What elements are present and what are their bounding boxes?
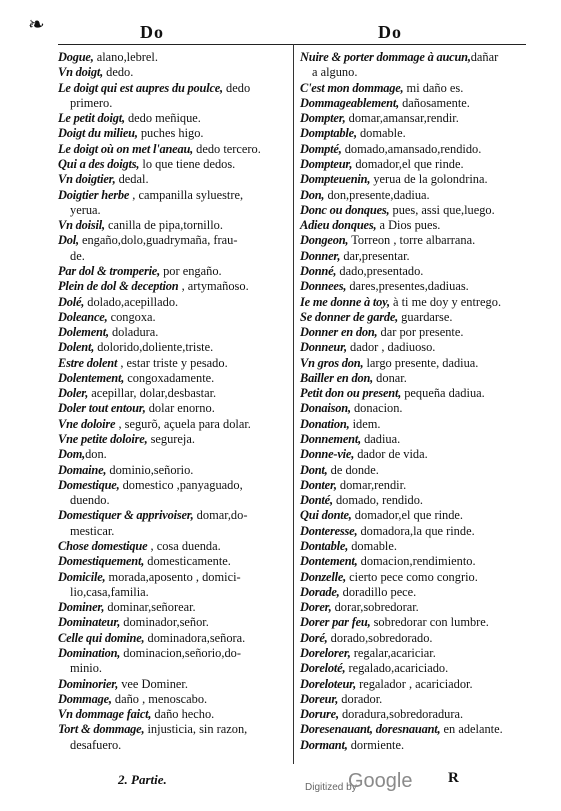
dictionary-entry: [300, 539, 524, 554]
dictionary-entry: [58, 81, 290, 96]
dictionary-entry: [58, 631, 290, 646]
dictionary-entry: [300, 218, 524, 233]
entry-definition: a alguno.: [312, 65, 358, 80]
entry-headword: Domination,: [58, 645, 121, 660]
entry-definition: lo que tiene dedos.: [139, 156, 236, 171]
dictionary-entry: [58, 111, 290, 126]
entry-definition: dominador,señor.: [120, 615, 209, 630]
dictionary-entry: [58, 356, 290, 371]
dictionary-entry: [58, 340, 290, 355]
entry-definition: dadiua.: [361, 432, 401, 447]
dictionary-entry: [300, 493, 524, 508]
entry-headword: Dorer,: [300, 600, 332, 615]
entry-headword: Donter,: [300, 477, 337, 492]
entry-definition: domadora,la que rinde.: [357, 523, 475, 538]
entry-headword: Vn doisil,: [58, 218, 105, 233]
entry-headword: Donné,: [300, 263, 337, 278]
entry-definition: por engaño.: [160, 263, 222, 278]
entry-headword: Donté,: [300, 493, 333, 508]
dictionary-entry: [58, 463, 290, 478]
entry-definition: dominio,señorio.: [106, 462, 194, 477]
entry-definition: domable.: [356, 126, 406, 141]
entry-headword: Nuire & porter dommage à aucun,: [300, 50, 471, 64]
entry-headword: Le doigt qui est aupres du poulce,: [58, 80, 223, 95]
dictionary-entry: [300, 295, 524, 310]
entry-headword: Donne-vie,: [300, 447, 355, 462]
dictionary-entry: [58, 218, 290, 233]
entry-headword: Adieu donques,: [300, 218, 377, 233]
dictionary-entry: [300, 738, 524, 753]
entry-definition: canilla de pipa,tornillo.: [104, 218, 223, 233]
entry-definition: don,presente,dadiua.: [324, 187, 430, 202]
entry-definition: dar por presente.: [377, 325, 464, 340]
dictionary-entry: [58, 539, 290, 554]
entry-definition: domado,amansado,rendido.: [341, 141, 482, 156]
entry-definition: dador , dadiuoso.: [346, 340, 436, 355]
entry-headword: Dolé,: [58, 294, 85, 309]
entry-definition: vee Dominer.: [118, 676, 188, 691]
google-watermark: Google: [348, 770, 413, 792]
entry-definition: primero.: [70, 95, 113, 110]
dictionary-entry: [58, 126, 290, 141]
dictionary-entry: [300, 96, 524, 111]
entry-definition: , estar triste y pesado.: [117, 355, 228, 370]
running-head-right: Do: [378, 22, 402, 42]
dictionary-entry: [300, 692, 524, 707]
entry-definition: dorado,sobredorado.: [327, 630, 433, 645]
entry-definition: desafuero.: [70, 737, 122, 752]
dictionary-entry: [58, 600, 290, 615]
corner-mark: ❧: [28, 14, 45, 36]
entry-headword: Ie me donne à toy,: [300, 294, 390, 309]
entry-definition: , cosa duenda.: [147, 539, 221, 553]
entry-definition: dañosamente.: [399, 95, 470, 110]
dictionary-entry: [58, 386, 290, 401]
dictionary-entry: [300, 249, 524, 264]
entry-headword: Par dol & tromperie,: [58, 263, 161, 278]
dictionary-entry: [300, 203, 524, 218]
entry-definition: yerua de la golondrina.: [370, 172, 488, 187]
dictionary-entry: [58, 401, 290, 416]
entry-headword: Doigt du milieu,: [58, 126, 138, 141]
entry-definition: domesticamente.: [144, 554, 231, 569]
entry-definition: dador de vida.: [354, 447, 428, 462]
dictionary-entry: [58, 478, 290, 493]
entry-headword: Domaine,: [58, 462, 107, 477]
dictionary-entry: [300, 279, 524, 294]
entry-headword: Dommageablement,: [300, 95, 400, 110]
dictionary-entry: [58, 554, 290, 569]
entry-headword: Domestiquer & apprivoiser,: [58, 508, 194, 523]
entry-headword: Dorelorer,: [300, 645, 351, 660]
entry-headword: Dompteuenin,: [300, 172, 371, 187]
dictionary-entry: [58, 325, 290, 340]
dictionary-entry: [300, 478, 524, 493]
entry-headword: Petit don ou present,: [300, 386, 402, 401]
entry-definition: dedal.: [115, 172, 149, 187]
entry-headword: Dorer par feu,: [300, 615, 371, 630]
dictionary-entry: [300, 50, 524, 65]
entry-definition: daño hecho.: [151, 707, 215, 722]
entry-headword: Donner en don,: [300, 325, 378, 340]
entry-headword: Dominer,: [58, 600, 105, 615]
entry-definition: domador,el que rinde.: [352, 156, 464, 171]
entry-headword: Doré,: [300, 630, 328, 645]
entry-definition: injusticia, sin razon,: [144, 722, 248, 737]
left-column: [58, 50, 290, 753]
entry-headword: Doreur,: [300, 691, 339, 706]
entry-definition: lio,casa,familia.: [70, 584, 149, 599]
dictionary-entry: [58, 295, 290, 310]
entry-headword: Dompter,: [300, 111, 346, 126]
entry-headword: Bailler en don,: [300, 370, 374, 385]
entry-definition: domar,rendir.: [336, 477, 407, 492]
entry-headword: Donneur,: [300, 340, 347, 355]
dictionary-entry: [300, 646, 524, 661]
entry-headword: Domptable,: [300, 126, 357, 141]
dictionary-entry: [58, 722, 290, 737]
entry-headword: Dorure,: [300, 707, 339, 722]
entry-definition: dolado,acepillado.: [84, 294, 179, 309]
entry-headword: Doler,: [58, 386, 89, 401]
entry-headword: Dolentement,: [58, 370, 125, 385]
dictionary-entry: [300, 524, 524, 539]
entry-definition: domado, rendido.: [332, 493, 424, 508]
dictionary-entry: [58, 585, 290, 600]
entry-definition: daño , menoscabo.: [111, 691, 208, 706]
entry-headword: Dogue,: [58, 50, 94, 64]
dictionary-entry: [300, 264, 524, 279]
entry-definition: regalar,acariciar.: [350, 645, 436, 660]
dictionary-entry: [300, 340, 524, 355]
dictionary-entry: [58, 524, 290, 539]
dictionary-entry: [58, 371, 290, 386]
entry-headword: Dolement,: [58, 325, 109, 340]
dictionary-entry: [58, 707, 290, 722]
entry-headword: Dolent,: [58, 340, 95, 355]
entry-definition: minio.: [70, 661, 103, 676]
dictionary-entry: [58, 188, 290, 203]
dictionary-entry: [300, 417, 524, 432]
entry-definition: , artymañoso.: [178, 279, 249, 294]
dictionary-entry: [300, 81, 524, 96]
entry-definition: dormiente.: [347, 737, 405, 752]
digitized-label: Digitized by: [305, 782, 357, 793]
entry-headword: Vn gros don,: [300, 355, 364, 370]
dictionary-entry: [300, 554, 524, 569]
dictionary-entry: [58, 508, 290, 523]
dictionary-entry: [300, 447, 524, 462]
entry-definition: doradillo pece.: [339, 584, 417, 599]
dictionary-entry: [58, 233, 290, 248]
dictionary-entry: [300, 188, 524, 203]
entry-definition: mesticar.: [70, 523, 115, 538]
dictionary-entry: [58, 310, 290, 325]
entry-headword: Donnees,: [300, 279, 347, 294]
header-rule: [58, 44, 526, 45]
dictionary-entry: [58, 417, 290, 432]
entry-headword: Doreloté,: [300, 661, 346, 676]
entry-definition: yerua.: [70, 202, 101, 217]
running-head-left: Do: [140, 22, 164, 42]
dictionary-entry: [300, 600, 524, 615]
entry-headword: Dontement,: [300, 554, 358, 569]
entry-headword: Domicile,: [58, 569, 106, 584]
entry-headword: Qui donte,: [300, 508, 352, 523]
entry-definition: doladura.: [108, 325, 159, 340]
entry-definition: segureja.: [147, 432, 195, 447]
entry-definition: donar.: [373, 370, 407, 385]
entry-headword: Donc ou donques,: [300, 202, 390, 217]
dictionary-entry: [58, 172, 290, 187]
entry-headword: Vn doigt,: [58, 65, 104, 80]
dictionary-entry: [58, 646, 290, 661]
dictionary-entry: [58, 738, 290, 753]
entry-definition: regalador , acariciador.: [355, 676, 473, 691]
dictionary-entry: [300, 172, 524, 187]
entry-headword: Dompté,: [300, 141, 342, 156]
dictionary-entry: [300, 432, 524, 447]
entry-definition: dedo.: [103, 65, 134, 80]
dictionary-entry: [300, 585, 524, 600]
entry-headword: Dominateur,: [58, 615, 121, 630]
entry-definition: , segurõ, açuela para dolar.: [115, 416, 251, 431]
entry-definition: dorador.: [338, 691, 383, 706]
dictionary-entry: [58, 142, 290, 157]
entry-definition: de donde.: [327, 462, 379, 477]
entry-headword: C'est mon dommage,: [300, 80, 404, 95]
dictionary-entry: [300, 570, 524, 585]
entry-definition: domar,do-: [193, 508, 248, 523]
entry-headword: Donnement,: [300, 432, 361, 447]
entry-headword: Vn dommage faict,: [58, 707, 152, 722]
entry-definition: regalado,acariciado.: [345, 661, 449, 676]
entry-definition: dominacion,señorio,do-: [120, 645, 241, 660]
entry-headword: Donation,: [300, 416, 350, 431]
entry-headword: Domestiquement,: [58, 554, 145, 569]
dictionary-entry: [300, 631, 524, 646]
dictionary-entry: [300, 371, 524, 386]
entry-definition: congoxa.: [107, 309, 156, 324]
dictionary-entry: [58, 615, 290, 630]
entry-definition: congoxadamente.: [124, 370, 215, 385]
entry-headword: Plein de dol & deception: [58, 279, 179, 294]
entry-headword: Dont,: [300, 462, 328, 477]
entry-definition: largo presente, dadiua.: [363, 355, 479, 370]
entry-headword: Dompteur,: [300, 156, 353, 171]
page-header: [0, 14, 561, 44]
dictionary-entry: [300, 401, 524, 416]
entry-definition: doradura,sobredoradura.: [338, 707, 464, 722]
entry-headword: Vne petite doloire,: [58, 432, 148, 447]
dictionary-entry: [300, 310, 524, 325]
entry-definition: dorar,sobredorar.: [331, 600, 419, 615]
dictionary-entry: [58, 493, 290, 508]
entry-definition: dedo tercero.: [193, 141, 261, 156]
entry-definition: pequeña dadiua.: [401, 386, 485, 401]
dictionary-entry: [300, 142, 524, 157]
dictionary-entry: [58, 692, 290, 707]
entry-definition: de.: [70, 248, 85, 263]
dictionary-entry: [300, 463, 524, 478]
entry-headword: Dontable,: [300, 539, 349, 553]
entry-headword: Don,: [300, 187, 325, 202]
entry-definition: puches higo.: [137, 126, 204, 141]
entry-headword: Qui a des doigts,: [58, 156, 140, 171]
dictionary-entry: [300, 615, 524, 630]
entry-definition: à ti me doy y entrego.: [389, 294, 502, 309]
entry-headword: Donzelle,: [300, 569, 347, 584]
entry-headword: Dorade,: [300, 584, 340, 599]
entry-headword: Dormant,: [300, 737, 348, 752]
entry-definition: pues, assi que,luego.: [389, 202, 495, 217]
entry-definition: mi daño es.: [403, 80, 464, 95]
dictionary-entry: [58, 570, 290, 585]
entry-definition: domacion,rendimiento.: [357, 554, 476, 569]
entry-definition: cierto pece como congrio.: [346, 569, 478, 584]
dictionary-entry: [300, 707, 524, 722]
entry-headword: Domestique,: [58, 477, 120, 492]
entry-headword: Doresenauant, doresnauant,: [300, 722, 441, 737]
entry-headword: Doler tout entour,: [58, 401, 146, 416]
entry-definition: dado,presentado.: [336, 263, 424, 278]
entry-definition: morada,aposento , domici-: [105, 569, 241, 584]
dictionary-entry: [58, 203, 290, 218]
dictionary-entry: [58, 157, 290, 172]
right-column: [300, 50, 524, 753]
entry-definition: dominadora,señora.: [144, 630, 246, 645]
entry-definition: a Dios pues.: [376, 218, 441, 233]
entry-headword: Estre dolent: [58, 355, 118, 370]
dictionary-entry: [300, 386, 524, 401]
entry-headword: Dommage,: [58, 691, 112, 706]
entry-definition: domable.: [348, 539, 397, 553]
dictionary-entry: [58, 677, 290, 692]
entry-headword: Dominorier,: [58, 676, 119, 691]
entry-definition: , campanilla syluestre,: [129, 187, 244, 202]
entry-headword: Tort & dommage,: [58, 722, 145, 737]
dictionary-entry: [300, 661, 524, 676]
signature-mark: 2. Partie.: [118, 772, 167, 787]
entry-headword: Donaison,: [300, 401, 351, 416]
entry-definition: dañar: [470, 50, 499, 64]
dictionary-entry: [58, 432, 290, 447]
entry-headword: Dom,: [58, 447, 86, 462]
entry-definition: idem.: [349, 416, 381, 431]
dictionary-entry: [300, 233, 524, 248]
entry-definition: Torreon , torre albarrana.: [348, 233, 476, 248]
dictionary-entry: [300, 157, 524, 172]
entry-definition: domestico ,panyaguado,: [119, 477, 243, 492]
entry-definition: domar,amansar,rendir.: [345, 111, 459, 126]
dictionary-entry: [300, 677, 524, 692]
entry-headword: Le petit doigt,: [58, 111, 125, 126]
dictionary-entry: [58, 447, 290, 462]
dictionary-entry: [58, 65, 290, 80]
entry-definition: en adelante.: [440, 722, 503, 737]
dictionary-entry: [300, 111, 524, 126]
dictionary-entry: [58, 50, 290, 65]
entry-headword: Vne doloire: [58, 416, 116, 431]
entry-definition: dedo meñique.: [124, 111, 201, 126]
entry-headword: Dongeon,: [300, 233, 349, 248]
entry-headword: Se donner de garde,: [300, 309, 399, 324]
dictionary-entry: [300, 65, 524, 80]
entry-headword: Donner,: [300, 248, 341, 263]
entry-headword: Chose domestique: [58, 539, 148, 553]
dictionary-entry: [300, 126, 524, 141]
entry-definition: engaño,dolo,guadrymaña, frau-: [78, 233, 238, 248]
entry-definition: dar,presentar.: [340, 248, 410, 263]
entry-headword: Donteresse,: [300, 523, 358, 538]
entry-headword: Celle qui domine,: [58, 630, 145, 645]
entry-headword: Doigtier herbe: [58, 187, 130, 202]
entry-definition: dedo: [222, 80, 251, 95]
dictionary-entry: [58, 279, 290, 294]
dictionary-entry: [300, 356, 524, 371]
dictionary-entry: [300, 325, 524, 340]
dictionary-entry: [58, 249, 290, 264]
column-divider: [293, 44, 294, 764]
entry-definition: duendo.: [70, 493, 110, 508]
catchword: R: [448, 770, 459, 786]
entry-definition: don.: [85, 447, 107, 462]
dictionary-entry: [58, 264, 290, 279]
entry-definition: acepillar, dolar,desbastar.: [88, 386, 217, 401]
dictionary-entry: [58, 661, 290, 676]
entry-headword: Dol,: [58, 233, 79, 248]
entry-definition: donacion.: [350, 401, 403, 416]
dictionary-entry: [300, 508, 524, 523]
entry-definition: dares,presentes,dadiuas.: [346, 279, 469, 294]
entry-headword: Doreloteur,: [300, 676, 356, 691]
entry-headword: Doleance,: [58, 309, 108, 324]
entry-definition: guardarse.: [398, 309, 453, 324]
entry-definition: sobredorar con lumbre.: [370, 615, 489, 630]
entry-definition: dolorido,doliente,triste.: [94, 340, 214, 355]
entry-definition: dominar,señorear.: [104, 600, 196, 615]
entry-definition: alano,lebrel.: [93, 50, 158, 64]
entry-definition: dolar enorno.: [145, 401, 215, 416]
page-footer: [0, 772, 561, 802]
entry-headword: Vn doigtier,: [58, 172, 116, 187]
entry-definition: domador,el que rinde.: [351, 508, 464, 523]
dictionary-entry: [300, 722, 524, 737]
dictionary-entry: [58, 96, 290, 111]
entry-headword: Le doigt où on met l'aneau,: [58, 141, 194, 156]
